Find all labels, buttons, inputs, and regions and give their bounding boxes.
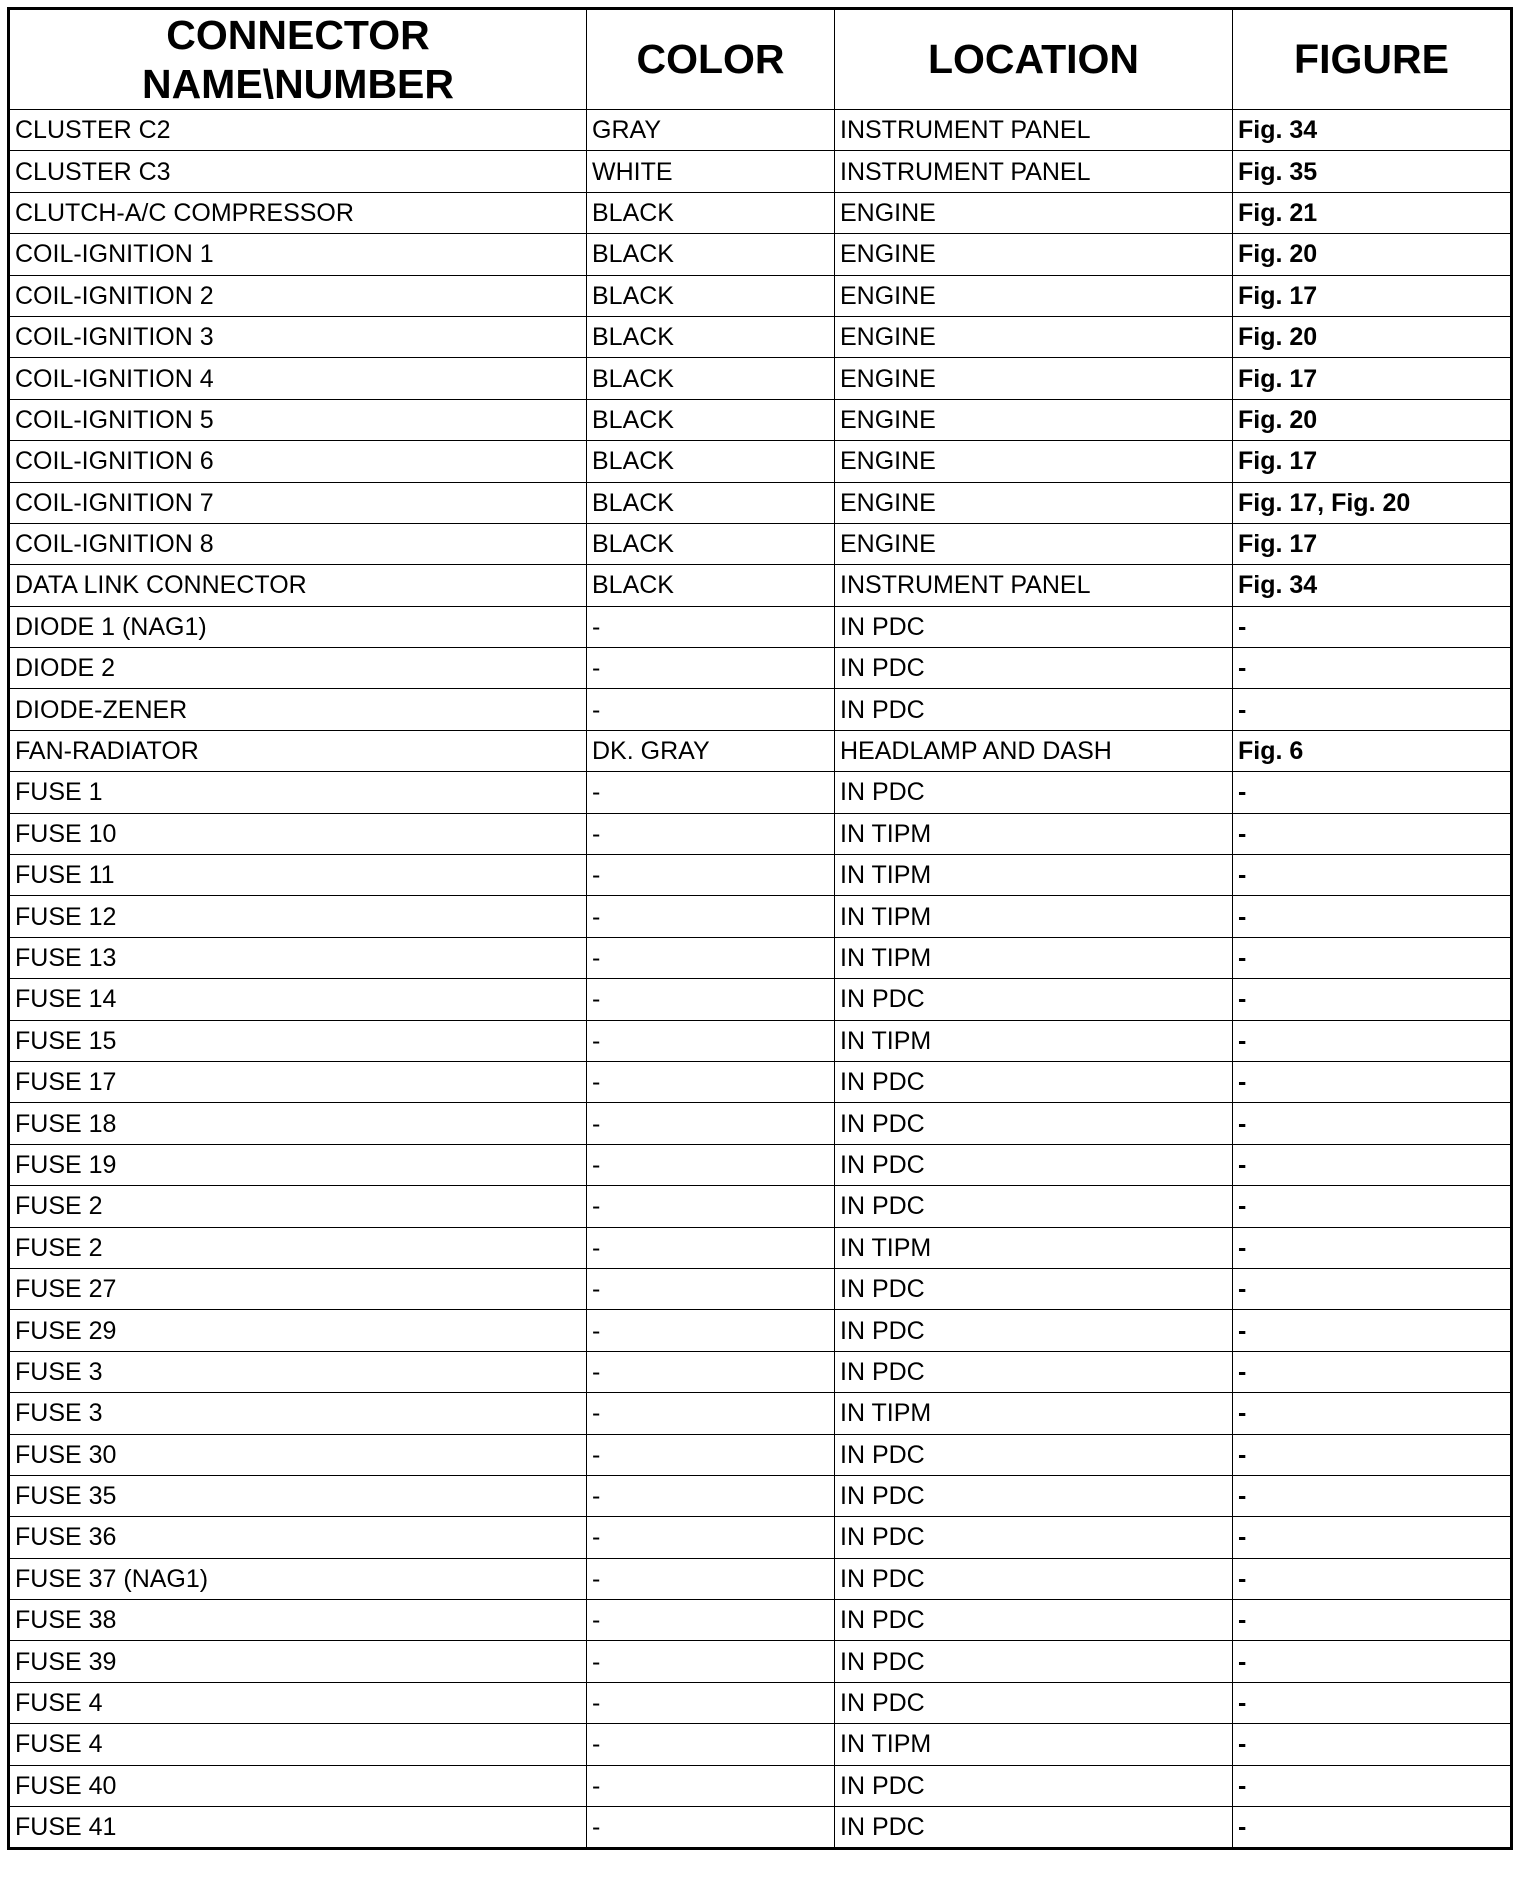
- cell-figure: Fig. 21: [1233, 192, 1512, 233]
- table-body: [9, 110, 1512, 1849]
- cell-color: -: [587, 1724, 835, 1765]
- table-row: [9, 1227, 1512, 1268]
- cell-location: ENGINE: [835, 399, 1233, 440]
- cell-connector-name: FUSE 18: [9, 1103, 587, 1144]
- cell-figure: -: [1233, 1186, 1512, 1227]
- cell-figure: -: [1233, 1103, 1512, 1144]
- cell-figure: -: [1233, 1393, 1512, 1434]
- cell-color: -: [587, 1475, 835, 1516]
- table-row: [9, 1558, 1512, 1599]
- cell-figure: Fig. 20: [1233, 399, 1512, 440]
- cell-connector-name: CLUSTER C2: [9, 110, 587, 151]
- cell-location: IN TIPM: [835, 855, 1233, 896]
- cell-figure: Fig. 34: [1233, 565, 1512, 606]
- table-row: [9, 1020, 1512, 1061]
- table-row: [9, 1641, 1512, 1682]
- cell-figure: -: [1233, 1558, 1512, 1599]
- table-row: [9, 1765, 1512, 1806]
- cell-connector-name: COIL-IGNITION 8: [9, 523, 587, 564]
- cell-location: ENGINE: [835, 275, 1233, 316]
- table-row: [9, 648, 1512, 689]
- cell-location: IN PDC: [835, 1351, 1233, 1392]
- cell-color: -: [587, 1434, 835, 1475]
- cell-connector-name: FAN-RADIATOR: [9, 730, 587, 771]
- cell-location: IN PDC: [835, 1144, 1233, 1185]
- cell-location: INSTRUMENT PANEL: [835, 151, 1233, 192]
- table-row: [9, 772, 1512, 813]
- cell-color: -: [587, 896, 835, 937]
- cell-location: IN PDC: [835, 1807, 1233, 1849]
- cell-location: IN TIPM: [835, 1724, 1233, 1765]
- cell-figure: -: [1233, 1061, 1512, 1102]
- cell-connector-name: FUSE 19: [9, 1144, 587, 1185]
- cell-color: -: [587, 606, 835, 647]
- table-row: [9, 1144, 1512, 1185]
- cell-figure: -: [1233, 813, 1512, 854]
- table-row: [9, 234, 1512, 275]
- cell-color: -: [587, 1186, 835, 1227]
- cell-location: IN TIPM: [835, 937, 1233, 978]
- cell-color: BLACK: [587, 482, 835, 523]
- cell-color: -: [587, 1558, 835, 1599]
- header-figure: FIGURE: [1233, 9, 1512, 110]
- cell-location: IN PDC: [835, 1186, 1233, 1227]
- cell-connector-name: FUSE 4: [9, 1682, 587, 1723]
- table-row: [9, 813, 1512, 854]
- cell-figure: -: [1233, 1807, 1512, 1849]
- table-row: [9, 689, 1512, 730]
- cell-location: IN TIPM: [835, 813, 1233, 854]
- cell-connector-name: FUSE 10: [9, 813, 587, 854]
- header-color: COLOR: [587, 9, 835, 110]
- cell-location: IN PDC: [835, 648, 1233, 689]
- cell-color: GRAY: [587, 110, 835, 151]
- cell-color: -: [587, 1103, 835, 1144]
- cell-connector-name: FUSE 30: [9, 1434, 587, 1475]
- table-row: [9, 730, 1512, 771]
- cell-connector-name: COIL-IGNITION 2: [9, 275, 587, 316]
- cell-figure: Fig. 20: [1233, 234, 1512, 275]
- table-row: [9, 316, 1512, 357]
- cell-connector-name: FUSE 14: [9, 979, 587, 1020]
- cell-connector-name: FUSE 11: [9, 855, 587, 896]
- cell-location: IN PDC: [835, 1682, 1233, 1723]
- cell-figure: Fig. 20: [1233, 316, 1512, 357]
- table-row: [9, 358, 1512, 399]
- cell-figure: Fig. 17: [1233, 523, 1512, 564]
- cell-color: -: [587, 1641, 835, 1682]
- table-row: [9, 1475, 1512, 1516]
- cell-figure: Fig. 34: [1233, 110, 1512, 151]
- cell-connector-name: FUSE 39: [9, 1641, 587, 1682]
- cell-color: -: [587, 689, 835, 730]
- cell-figure: -: [1233, 1144, 1512, 1185]
- cell-location: IN PDC: [835, 1641, 1233, 1682]
- cell-location: ENGINE: [835, 441, 1233, 482]
- cell-figure: -: [1233, 1020, 1512, 1061]
- cell-location: IN PDC: [835, 1765, 1233, 1806]
- cell-figure: -: [1233, 772, 1512, 813]
- table-row: [9, 565, 1512, 606]
- cell-color: -: [587, 1807, 835, 1849]
- cell-color: WHITE: [587, 151, 835, 192]
- table-row: [9, 399, 1512, 440]
- header-connector-line2: NAME\NUMBER: [141, 60, 455, 107]
- cell-figure: -: [1233, 937, 1512, 978]
- cell-connector-name: FUSE 37 (NAG1): [9, 1558, 587, 1599]
- cell-location: ENGINE: [835, 192, 1233, 233]
- cell-figure: -: [1233, 1724, 1512, 1765]
- cell-color: DK. GRAY: [587, 730, 835, 771]
- cell-figure: -: [1233, 648, 1512, 689]
- cell-location: IN PDC: [835, 1517, 1233, 1558]
- cell-color: -: [587, 1600, 835, 1641]
- cell-color: -: [587, 1682, 835, 1723]
- cell-location: IN TIPM: [835, 1020, 1233, 1061]
- cell-location: IN PDC: [835, 1434, 1233, 1475]
- cell-location: IN PDC: [835, 772, 1233, 813]
- table-row: [9, 1807, 1512, 1849]
- cell-figure: Fig. 17: [1233, 275, 1512, 316]
- cell-location: INSTRUMENT PANEL: [835, 565, 1233, 606]
- cell-connector-name: FUSE 4: [9, 1724, 587, 1765]
- cell-color: -: [587, 1310, 835, 1351]
- cell-connector-name: FUSE 35: [9, 1475, 587, 1516]
- cell-connector-name: DIODE 1 (NAG1): [9, 606, 587, 647]
- cell-color: -: [587, 1227, 835, 1268]
- cell-figure: Fig. 35: [1233, 151, 1512, 192]
- cell-color: -: [587, 1517, 835, 1558]
- cell-location: IN TIPM: [835, 896, 1233, 937]
- cell-color: -: [587, 1393, 835, 1434]
- cell-connector-name: DIODE 2: [9, 648, 587, 689]
- cell-connector-name: FUSE 3: [9, 1351, 587, 1392]
- table-row: [9, 855, 1512, 896]
- cell-figure: -: [1233, 896, 1512, 937]
- cell-connector-name: DATA LINK CONNECTOR: [9, 565, 587, 606]
- cell-color: BLACK: [587, 523, 835, 564]
- cell-color: -: [587, 937, 835, 978]
- cell-connector-name: COIL-IGNITION 7: [9, 482, 587, 523]
- header-connector-name: [9, 9, 587, 110]
- cell-connector-name: FUSE 1: [9, 772, 587, 813]
- cell-connector-name: FUSE 17: [9, 1061, 587, 1102]
- cell-connector-name: FUSE 2: [9, 1227, 587, 1268]
- cell-connector-name: FUSE 40: [9, 1765, 587, 1806]
- table-row: [9, 1393, 1512, 1434]
- cell-figure: -: [1233, 606, 1512, 647]
- cell-color: BLACK: [587, 192, 835, 233]
- cell-color: -: [587, 1020, 835, 1061]
- header-location: LOCATION: [835, 9, 1233, 110]
- cell-connector-name: COIL-IGNITION 5: [9, 399, 587, 440]
- cell-connector-name: FUSE 3: [9, 1393, 587, 1434]
- table-row: [9, 482, 1512, 523]
- cell-location: IN PDC: [835, 689, 1233, 730]
- header-row: [9, 9, 1512, 110]
- cell-connector-name: FUSE 12: [9, 896, 587, 937]
- cell-color: BLACK: [587, 234, 835, 275]
- table-row: [9, 1434, 1512, 1475]
- cell-connector-name: FUSE 2: [9, 1186, 587, 1227]
- table-row: [9, 979, 1512, 1020]
- cell-figure: -: [1233, 1351, 1512, 1392]
- header-connector-line1: CONNECTOR: [166, 11, 430, 58]
- cell-location: IN PDC: [835, 979, 1233, 1020]
- table-row: [9, 1186, 1512, 1227]
- cell-location: ENGINE: [835, 234, 1233, 275]
- cell-connector-name: CLUTCH-A/C COMPRESSOR: [9, 192, 587, 233]
- cell-color: -: [587, 1061, 835, 1102]
- cell-connector-name: FUSE 29: [9, 1310, 587, 1351]
- cell-location: ENGINE: [835, 523, 1233, 564]
- cell-color: -: [587, 1268, 835, 1309]
- cell-figure: -: [1233, 1310, 1512, 1351]
- cell-location: IN PDC: [835, 1268, 1233, 1309]
- cell-location: ENGINE: [835, 482, 1233, 523]
- cell-color: -: [587, 979, 835, 1020]
- cell-figure: Fig. 6: [1233, 730, 1512, 771]
- cell-color: -: [587, 772, 835, 813]
- cell-location: IN PDC: [835, 1310, 1233, 1351]
- cell-location: IN PDC: [835, 606, 1233, 647]
- table-row: [9, 1682, 1512, 1723]
- cell-location: IN PDC: [835, 1475, 1233, 1516]
- cell-connector-name: COIL-IGNITION 4: [9, 358, 587, 399]
- cell-color: BLACK: [587, 316, 835, 357]
- cell-connector-name: FUSE 13: [9, 937, 587, 978]
- cell-connector-name: FUSE 41: [9, 1807, 587, 1849]
- cell-figure: Fig. 17, Fig. 20: [1233, 482, 1512, 523]
- table-row: [9, 896, 1512, 937]
- cell-figure: -: [1233, 1641, 1512, 1682]
- cell-location: ENGINE: [835, 358, 1233, 399]
- cell-location: IN PDC: [835, 1558, 1233, 1599]
- table-row: [9, 1724, 1512, 1765]
- cell-location: IN TIPM: [835, 1227, 1233, 1268]
- cell-figure: -: [1233, 1765, 1512, 1806]
- cell-color: BLACK: [587, 358, 835, 399]
- cell-location: ENGINE: [835, 316, 1233, 357]
- table-row: [9, 1061, 1512, 1102]
- cell-figure: -: [1233, 1600, 1512, 1641]
- table-row: [9, 1600, 1512, 1641]
- cell-location: IN TIPM: [835, 1393, 1233, 1434]
- table-row: [9, 937, 1512, 978]
- cell-figure: Fig. 17: [1233, 358, 1512, 399]
- table-row: [9, 192, 1512, 233]
- cell-color: -: [587, 855, 835, 896]
- connector-table-container: [7, 7, 1510, 1850]
- cell-figure: -: [1233, 1682, 1512, 1723]
- table-header: [9, 9, 1512, 110]
- cell-color: BLACK: [587, 441, 835, 482]
- cell-connector-name: COIL-IGNITION 6: [9, 441, 587, 482]
- cell-location: IN PDC: [835, 1600, 1233, 1641]
- cell-figure: Fig. 17: [1233, 441, 1512, 482]
- cell-figure: -: [1233, 855, 1512, 896]
- cell-color: BLACK: [587, 275, 835, 316]
- cell-location: IN PDC: [835, 1103, 1233, 1144]
- cell-color: -: [587, 1351, 835, 1392]
- cell-connector-name: CLUSTER C3: [9, 151, 587, 192]
- cell-figure: -: [1233, 1268, 1512, 1309]
- cell-color: -: [587, 1144, 835, 1185]
- cell-location: HEADLAMP AND DASH: [835, 730, 1233, 771]
- cell-color: BLACK: [587, 565, 835, 606]
- cell-figure: -: [1233, 1475, 1512, 1516]
- cell-figure: -: [1233, 1517, 1512, 1558]
- table-row: [9, 523, 1512, 564]
- cell-location: INSTRUMENT PANEL: [835, 110, 1233, 151]
- table-row: [9, 110, 1512, 151]
- table-row: [9, 1310, 1512, 1351]
- cell-figure: -: [1233, 689, 1512, 730]
- cell-connector-name: FUSE 38: [9, 1600, 587, 1641]
- cell-figure: -: [1233, 1434, 1512, 1475]
- cell-connector-name: FUSE 36: [9, 1517, 587, 1558]
- table-row: [9, 441, 1512, 482]
- cell-connector-name: COIL-IGNITION 3: [9, 316, 587, 357]
- cell-connector-name: COIL-IGNITION 1: [9, 234, 587, 275]
- cell-figure: -: [1233, 979, 1512, 1020]
- connector-table: [7, 7, 1513, 1850]
- table-row: [9, 151, 1512, 192]
- table-row: [9, 1103, 1512, 1144]
- cell-color: -: [587, 813, 835, 854]
- cell-connector-name: DIODE-ZENER: [9, 689, 587, 730]
- table-row: [9, 1351, 1512, 1392]
- cell-color: -: [587, 1765, 835, 1806]
- cell-color: BLACK: [587, 399, 835, 440]
- table-row: [9, 606, 1512, 647]
- cell-color: -: [587, 648, 835, 689]
- table-row: [9, 275, 1512, 316]
- cell-connector-name: FUSE 27: [9, 1268, 587, 1309]
- cell-connector-name: FUSE 15: [9, 1020, 587, 1061]
- cell-location: IN PDC: [835, 1061, 1233, 1102]
- cell-figure: -: [1233, 1227, 1512, 1268]
- table-row: [9, 1517, 1512, 1558]
- table-row: [9, 1268, 1512, 1309]
